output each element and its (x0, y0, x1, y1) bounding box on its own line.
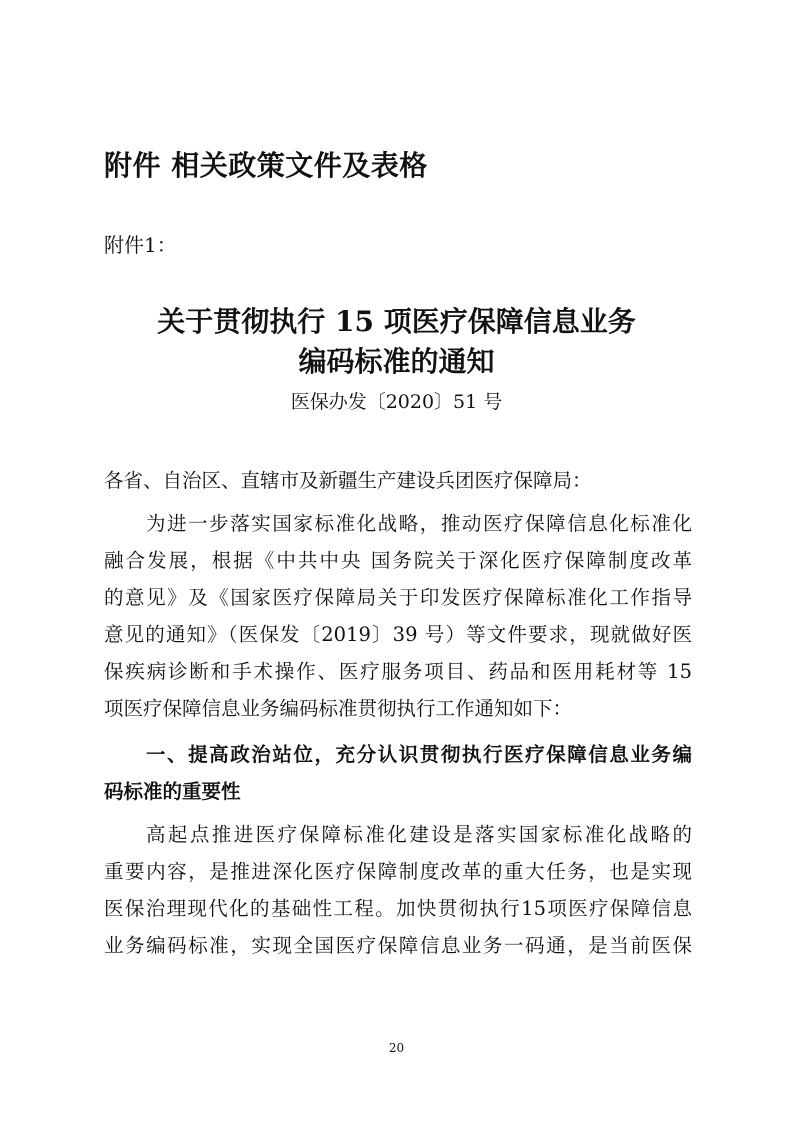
document-title-line-2: 编码标准的通知 (298, 345, 495, 378)
paragraph-1-line: 意见的通知》（医保发〔2019〕39 号）等文件要求，现就做好医 (104, 623, 692, 646)
paragraph-1-line: 项医疗保障信息业务编码标准贯彻执行工作通知如下： (104, 697, 573, 720)
paragraph-1-line: 的意见》及《国家医疗保障局关于印发医疗保障标准化工作指导 (104, 586, 692, 609)
page-number: 20 (388, 1041, 405, 1055)
paragraph-1-line: 融合发展，根据《中共中央 国务院关于深化医疗保障制度改革 (104, 549, 692, 572)
salutation: 各省、自治区、直辖市及新疆生产建设兵团医疗保障局： (104, 469, 592, 492)
paragraph-1-line: 为进一步落实国家标准化战略，推动医疗保障信息化标准化 (146, 512, 692, 535)
appendix-heading: 附件 相关政策文件及表格 (104, 149, 428, 182)
section-1-heading-line: 一、提高政治站位，充分认识贯彻执行医疗保障信息业务编 (146, 743, 692, 766)
section-1-heading-line: 码标准的重要性 (104, 780, 241, 803)
document-title-line-1: 关于贯彻执行 15 项医疗保障信息业务 (157, 305, 636, 338)
appendix-label: 附件1： (104, 233, 177, 257)
paragraph-2-line: 重要内容，是推进深化医疗保障制度改革的重大任务，也是实现 (104, 860, 692, 883)
document-number: 医保办发〔2020〕51 号 (290, 391, 503, 413)
paragraph-1-line: 保疾病诊断和手术操作、医疗服务项目、药品和医用耗材等 15 (104, 660, 692, 683)
paragraph-2-line: 医保治理现代化的基础性工程。加快贯彻执行15项医疗保障信息 (104, 897, 692, 920)
paragraph-2-line: 高起点推进医疗保障标准化建设是落实国家标准化战略的 (146, 823, 692, 846)
paragraph-2-line: 业务编码标准，实现全国医疗保障信息业务一码通，是当前医保 (104, 934, 692, 957)
